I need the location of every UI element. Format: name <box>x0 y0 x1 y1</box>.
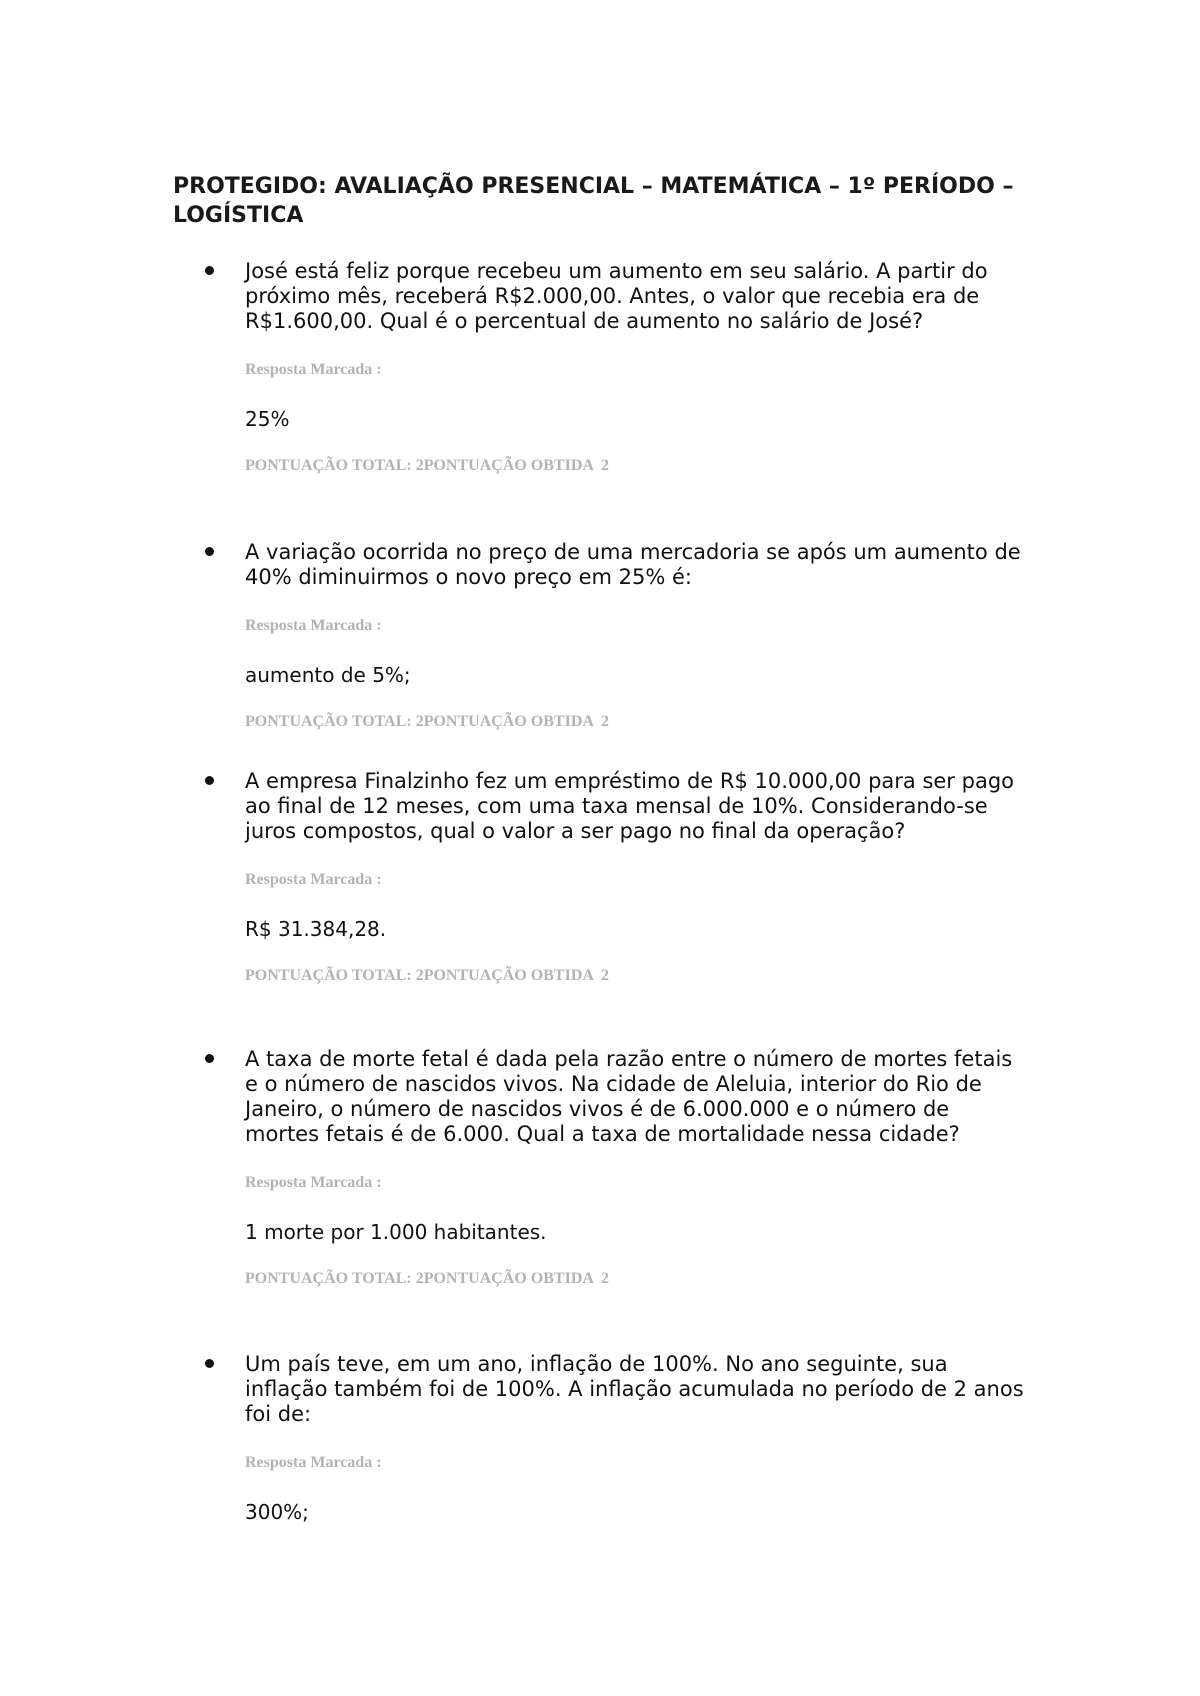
question-item <box>205 1352 1025 1524</box>
question-item <box>205 259 1025 476</box>
answer-label: Resposta Marcada : <box>245 1174 382 1191</box>
bullet-icon <box>205 547 214 556</box>
answer-label: Resposta Marcada : <box>245 361 382 378</box>
question-text: A variação ocorrida no preço de uma mercadoria se após um aumento de 40% diminuirmos o novo preço em 25% é: <box>245 540 1021 589</box>
bullet-icon <box>205 776 214 785</box>
answer-label: Resposta Marcada : <box>245 871 382 888</box>
question-text: José está feliz porque recebeu um aumento em seu salário. A partir do próximo mês, receberá R$2.000,00. Antes, o valor que recebia era de R$1.600,00. Qual é o percentual de aumento no salário de José? <box>245 259 988 333</box>
answer-value: 300%; <box>245 1500 309 1524</box>
question-text: A empresa Finalzinho fez um empréstimo de R$ 10.000,00 para ser pago ao final de 12 meses, com uma taxa mensal de 10%. Considerando-se juros compostos, qual o valor a ser pago no final da operação? <box>245 769 1014 843</box>
answer-label: Resposta Marcada : <box>245 617 382 634</box>
bullet-icon <box>205 1359 214 1368</box>
question-text: A taxa de morte fetal é dada pela razão entre o número de mortes fetais e o número de nascidos vivos. Na cidade de Aleluia, interior do Rio de Janeiro, o número de nascidos vivos é de 6.000.000 e o número de mortes fetais é de 6.000. Qual a taxa de mortalidade nessa cidade? <box>245 1047 1013 1146</box>
answer-value: aumento de 5%; <box>245 663 411 687</box>
score-line: PONTUAÇÃO TOTAL: 2PONTUAÇÃO OBTIDA 2 <box>245 967 610 984</box>
question-text: Um país teve, em um ano, inflação de 100%. No ano seguinte, sua inflação também foi de 100%. A inflação acumulada no período de 2 anos foi de: <box>245 1352 1024 1426</box>
answer-value: R$ 31.384,28. <box>245 917 387 941</box>
bullet-icon <box>205 1054 214 1063</box>
question-item <box>205 540 1025 732</box>
answer-value: 25% <box>245 407 290 431</box>
score-line: PONTUAÇÃO TOTAL: 2PONTUAÇÃO OBTIDA 2 <box>245 713 610 730</box>
answer-value: 1 morte por 1.000 habitantes. <box>245 1220 547 1244</box>
score-line: PONTUAÇÃO TOTAL: 2PONTUAÇÃO OBTIDA 2 <box>245 1270 610 1287</box>
question-item <box>205 769 1025 986</box>
bullet-icon <box>205 266 214 275</box>
answer-label: Resposta Marcada : <box>245 1454 382 1471</box>
page-title: PROTEGIDO: AVALIAÇÃO PRESENCIAL – MATEMÁTICA – 1º PERÍODO – LOGÍSTICA <box>173 174 1014 228</box>
question-item <box>205 1047 1025 1289</box>
score-line: PONTUAÇÃO TOTAL: 2PONTUAÇÃO OBTIDA 2 <box>245 457 610 474</box>
